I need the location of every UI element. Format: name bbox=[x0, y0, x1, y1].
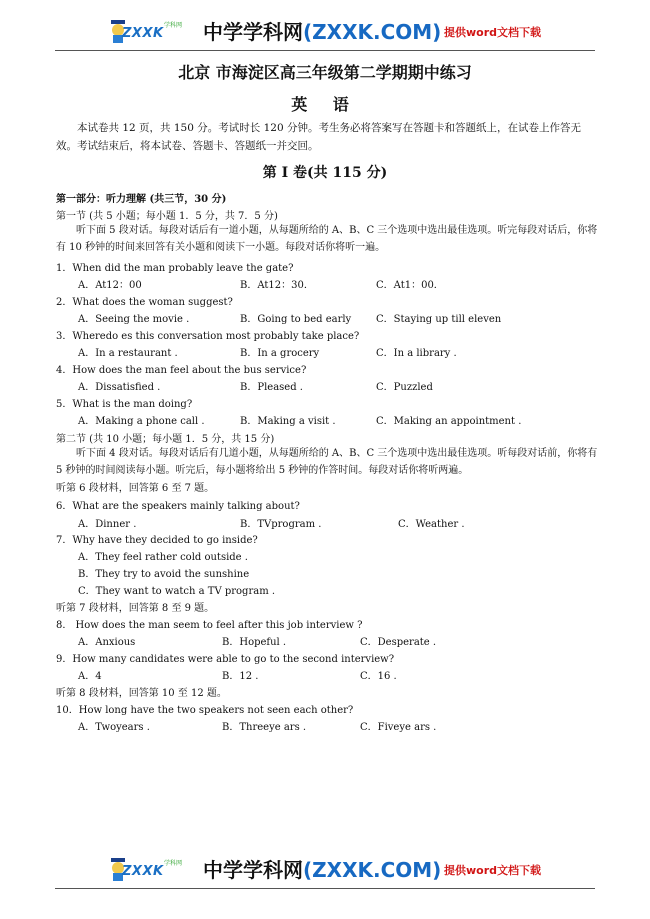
question-8: 8． How does the man seem to feel after this job interview ? bbox=[56, 620, 363, 631]
q1-option-c: C．At1：00． bbox=[376, 280, 444, 291]
zxxk-logo bbox=[108, 18, 188, 46]
q2-option-b: B．Going to bed early bbox=[240, 314, 352, 325]
material-7-note: 听第 7 段材料，回答第 8 至 9 题。 bbox=[56, 603, 215, 614]
header-banner bbox=[0, 14, 650, 48]
intro-text: 本试卷共 12 页，共 150 分。考试时长 120 分钟。考生务必将答案写在答题卡和答题纸上，在试卷上作答无效。考试结束后，将本试卷、答题卡、答题纸一并交回。 bbox=[56, 122, 581, 152]
q10-option-b: B．Threeye ars . bbox=[222, 722, 307, 733]
q10-option-a: A．Twoyears . bbox=[78, 722, 150, 733]
question-7: 7．Why have they decided to go inside? bbox=[56, 535, 258, 546]
logo-text: ZXXK bbox=[122, 864, 164, 879]
q1-option-a: A．At12：00 bbox=[78, 280, 142, 291]
q10-option-c: C．Fiveye ars . bbox=[360, 722, 437, 733]
section2-heading: 第二节 (共 10 小题；每小题 1．5 分，共 15 分) bbox=[56, 434, 275, 445]
material-8-note: 听第 8 段材料，回答第 10 至 12 题。 bbox=[56, 688, 227, 699]
q3-option-b: B．In a grocery bbox=[240, 348, 320, 359]
q4-option-a: A．Dissatisfied . bbox=[78, 382, 161, 393]
word-download-link[interactable]: 提供word文档下载 bbox=[444, 26, 542, 39]
volume-title: 第 I 卷(共 115 分) bbox=[262, 165, 388, 181]
q3-option-c: C．In a library . bbox=[376, 348, 457, 359]
q9-option-c: C．16 . bbox=[360, 671, 397, 682]
site-brand-footer[interactable] bbox=[203, 854, 441, 883]
q4-option-c: C．Puzzled bbox=[376, 382, 433, 393]
q5-option-a: A．Making a phone call . bbox=[78, 416, 205, 427]
subject-title: 英 语 bbox=[291, 95, 359, 114]
q3-option-a: A．In a restaurant . bbox=[78, 348, 178, 359]
q5-option-b: B．Making a visit . bbox=[240, 416, 336, 427]
question-4: 4．How does the man feel about the bus service? bbox=[56, 365, 307, 376]
q6-option-c: C．Weather . bbox=[398, 519, 465, 530]
logo-badge: 学科网 bbox=[164, 22, 183, 29]
q6-option-a: A．Dinner . bbox=[78, 519, 137, 530]
question-10: 10．How long have the two speakers not seen each other? bbox=[56, 705, 354, 716]
section1-heading: 第一节 (共 5 小题；每小题 1．5 分，共 7．5 分) bbox=[56, 211, 278, 222]
q8-option-a: A．Anxious bbox=[78, 637, 136, 648]
logo-text: ZXXK bbox=[122, 26, 164, 41]
q1-option-b: B．At12：30． bbox=[240, 280, 314, 291]
q4-option-b: B．Pleased . bbox=[240, 382, 303, 393]
footer-divider bbox=[55, 888, 595, 889]
section2-instructions-text: 听下面 4 段对话。每段对话后有几道小题，从每题所给的 A、B、C 三个选项中选出最佳选项。听每段对话前，你将有 5 秒钟的时间阅读每小题。听完后，每小题将给出 5 秒钟的作答时间。每段对话你将听两遍。 bbox=[56, 448, 598, 476]
section1-instructions-text: 听下面 5 段对话。每段对话后有一道小题，从每题所给的 A、B、C 三个选项中选出最佳选项。听完每段对话后，你将有 10 秒钟的时间来回答有关小题和阅读下一小题。每段对话你将听一遍。 bbox=[56, 225, 598, 253]
q7-option-c: C．They want to watch a TV program . bbox=[78, 586, 276, 597]
question-9: 9．How many candidates were able to go to the second interview? bbox=[56, 654, 395, 665]
logo-badge: 学科网 bbox=[164, 860, 183, 867]
q5-option-c: C．Making an appointment . bbox=[376, 416, 522, 427]
question-2: 2．What does the woman suggest? bbox=[56, 297, 233, 308]
question-1: 1．When did the man probably leave the gate? bbox=[56, 263, 294, 274]
site-brand[interactable] bbox=[203, 16, 441, 45]
section2-instructions bbox=[56, 445, 598, 479]
brand-site: (ZXXK.COM) bbox=[303, 858, 442, 882]
header-divider bbox=[55, 50, 595, 51]
part1-heading: 第一部分：听力理解 (共三节，30 分) bbox=[56, 194, 227, 205]
question-5: 5．What is the man doing? bbox=[56, 399, 193, 410]
q2-option-a: A．Seeing the movie . bbox=[78, 314, 190, 325]
brand-name: 中学学科网 bbox=[203, 858, 303, 882]
q8-option-b: B．Hopeful . bbox=[222, 637, 287, 648]
brand-name: 中学学科网 bbox=[203, 20, 303, 44]
q2-option-c: C．Staying up till eleven bbox=[376, 314, 502, 325]
zxxk-logo-footer bbox=[108, 856, 188, 884]
word-download-link-footer[interactable]: 提供word文档下载 bbox=[444, 864, 542, 877]
exam-intro bbox=[56, 119, 596, 155]
q7-option-a: A．They feel rather cold outside . bbox=[78, 552, 248, 563]
exam-title: 北京 市海淀区高三年级第二学期期中练习 bbox=[178, 63, 472, 82]
q7-option-b: B．They try to avoid the sunshine bbox=[78, 569, 250, 580]
footer-banner bbox=[0, 852, 650, 886]
q8-option-c: C．Desperate . bbox=[360, 637, 437, 648]
q6-option-b: B．TVprogram . bbox=[240, 519, 322, 530]
q9-option-a: A．4 bbox=[78, 671, 102, 682]
question-3: 3．Wheredo es this conversation most probably take place? bbox=[56, 331, 360, 342]
question-6: 6．What are the speakers mainly talking about? bbox=[56, 501, 300, 512]
section1-instructions bbox=[56, 222, 598, 256]
brand-site: (ZXXK.COM) bbox=[303, 20, 442, 44]
q9-option-b: B．12 . bbox=[222, 671, 259, 682]
material-6-note: 听第 6 段材料，回答第 6 至 7 题。 bbox=[56, 483, 215, 494]
